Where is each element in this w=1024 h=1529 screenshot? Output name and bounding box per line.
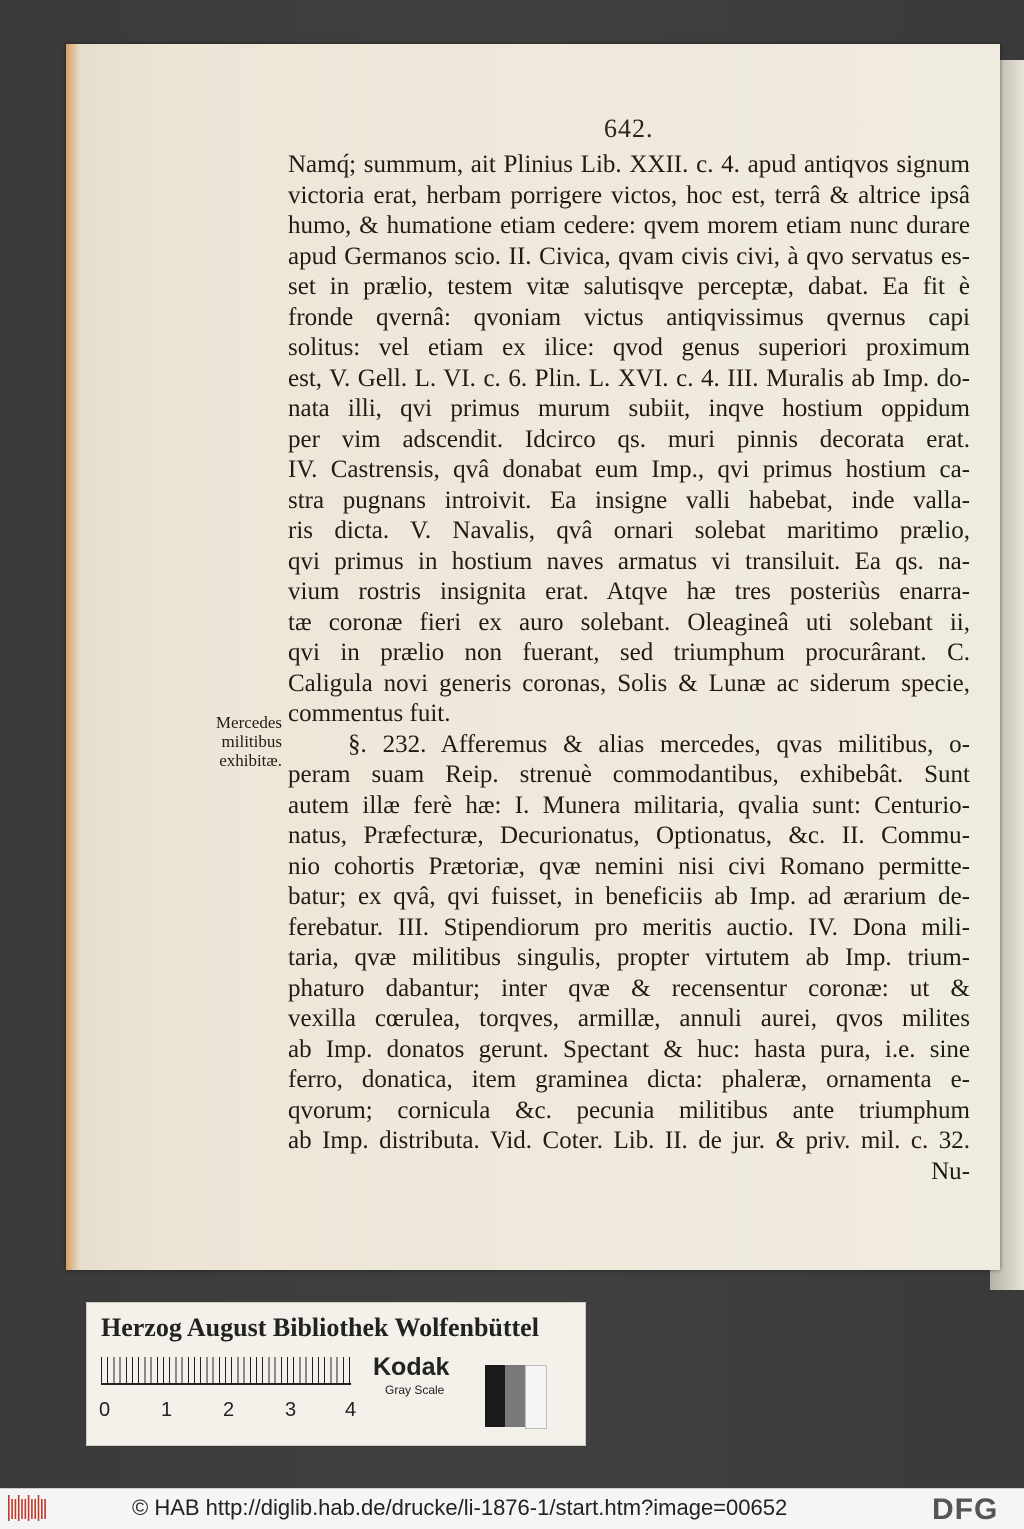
text-line: peram suam Reip. strenuè commodantibus, exhibebât. Sunt [288,761,970,788]
ruler-number: 3 [285,1399,297,1421]
hab-logo-bar [41,1499,43,1519]
hab-logo-bar [31,1499,33,1519]
library-title: Herzog August Bibliothek Wolfenbüttel [101,1313,539,1342]
ruler-number: 4 [345,1399,357,1421]
ruler-number: 2 [223,1399,235,1421]
text-line: apud Germanos scio. II. Civica, qvam civis civi, à qvo servatus es- [288,242,970,270]
text-line: natus, Præfecturæ, Decurionatus, Optionatus, &c. II. Commu- [288,822,970,849]
text-line: qvi in prælio non fuerant, sed triumphum procurârant. C. [288,639,970,666]
text-line: taria, qvæ militibus singulis, propter virtutem ab Imp. trium- [288,944,970,971]
text-line: batur; ex qvâ, qvi fuisset, in beneficiis ab Imp. ad ærarium de- [288,883,970,910]
text-line: ab Imp. distributa. Vid. Coter. Lib. II. de jur. & priv. mil. c. 32. [288,1127,970,1154]
ruler-number: 1 [161,1399,173,1421]
text-line: vium rostris insignita erat. Atqve hæ tres posteriùs enarra- [288,578,970,605]
kodak-brand: Kodak [373,1353,450,1381]
gray-swatch-mid [505,1365,525,1427]
kodak-subtitle: Gray Scale [385,1383,445,1397]
text-line: qvi primus in hostium naves armatus vi transiluit. Ea qs. na- [288,547,970,575]
text-line: ab Imp. donatos gerunt. Spectant & huc: hasta pura, i.e. sine [288,1035,970,1063]
text-line: set in prælio, testem vitæ salutisqve perceptæ, dabat. Ea fit è [288,273,970,300]
text-line: ferebatur. III. Stipendiorum pro meritis auctio. IV. Dona mili- [288,913,970,941]
text-line: per vim adscendit. Idcirco qs. muri pinnis decorata erat. [288,425,970,453]
text-line: commentus fuit. [288,700,451,727]
scale-ruler [101,1357,351,1385]
text-line: Caligula novi generis coronas, Solis & Lunæ ac siderum specie, [288,669,970,697]
gray-swatch-light [525,1365,547,1429]
text-line: tæ coronæ fieri ex auro solebant. Oleagineâ uti solebant ii, [288,608,970,636]
text-line: autem illæ ferè hæ: I. Munera militaria, qvalia sunt: Centurio- [288,791,970,819]
ruler-number: 0 [99,1399,111,1421]
hab-logo-bar [28,1495,30,1521]
text-line: fronde qvernâ: qvoniam victus antiqvissimus qvernus capi [288,303,970,331]
color-target-card [86,1302,586,1446]
text-line: nio cohortis Prætoriæ, qvæ nemini nisi civi Romano permitte- [288,852,970,880]
hab-logo-bar [21,1499,23,1519]
dfg-logo: DFG [932,1493,999,1526]
text-line: victoria erat, herbam porrigere victos, hoc est, terrâ & altrice ipsâ [288,181,970,209]
hab-logo-icon [6,1493,48,1523]
hab-logo-bar [25,1499,27,1519]
hab-logo-bar [18,1495,20,1521]
page-body [288,150,970,1187]
page-number: 642. [604,114,654,143]
text-line: ris dicta. V. Navalis, qvâ ornari solebat maritimo prælio, [288,517,970,544]
footer-bar [0,1488,1024,1529]
text-line: §. 232. Afferemus & alias mercedes, qvas militibus, o- [348,730,970,758]
marginal-note-line: exhibitæ. [219,751,282,770]
catchword: Nu- [931,1157,970,1185]
hab-logo-bar [15,1499,17,1519]
text-line: stra pugnans introivit. Ea insigne valli habebat, inde valla- [288,486,970,514]
marginal-note [178,713,282,770]
marginal-note-line: Mercedes [215,713,282,732]
hab-logo-bar [34,1499,36,1519]
hab-logo-bar [8,1495,10,1521]
text-line: ferro, donatica, item graminea dicta: phaleræ, ornamenta e- [288,1066,970,1093]
text-line: IV. Castrensis, qvâ donabat eum Imp., qvi primus hostium ca- [288,456,970,483]
marginal-note-line: militibus [221,732,282,751]
text-line: vexilla cœrulea, torqves, armillæ, annuli aurei, qvos milites [288,1005,970,1032]
text-line: nata illi, qvi primus murum subiit, inqve hostium oppidum [288,395,970,422]
text-line: phaturo dabantur; inter qvæ & recensentur coronæ: ut & [288,974,970,1002]
hab-logo-bar [38,1495,40,1521]
hab-logo-bar [11,1499,13,1519]
text-line: est, V. Gell. L. VI. c. 6. Plin. L. XVI. c. 4. III. Muralis ab Imp. do- [288,364,970,392]
copyright-url[interactable]: © HAB http://diglib.hab.de/drucke/li-1876-1/start.htm?image=00652 [132,1495,788,1520]
text-line: Namq́; summum, ait Plinius Lib. XXII. c. 4. apud antiqvos signum [288,151,970,178]
text-line: qvorum; cornicula &c. pecunia militibus ante triumphum [288,1096,970,1124]
text-line: humo, & humatione etiam cedere: qvem morem etiam nunc durare [288,212,970,239]
hab-logo-bar [44,1499,46,1519]
text-line: solitus: vel etiam ex ilice: qvod genus superiori proximum [288,334,970,361]
gray-swatch-dark [485,1365,505,1427]
